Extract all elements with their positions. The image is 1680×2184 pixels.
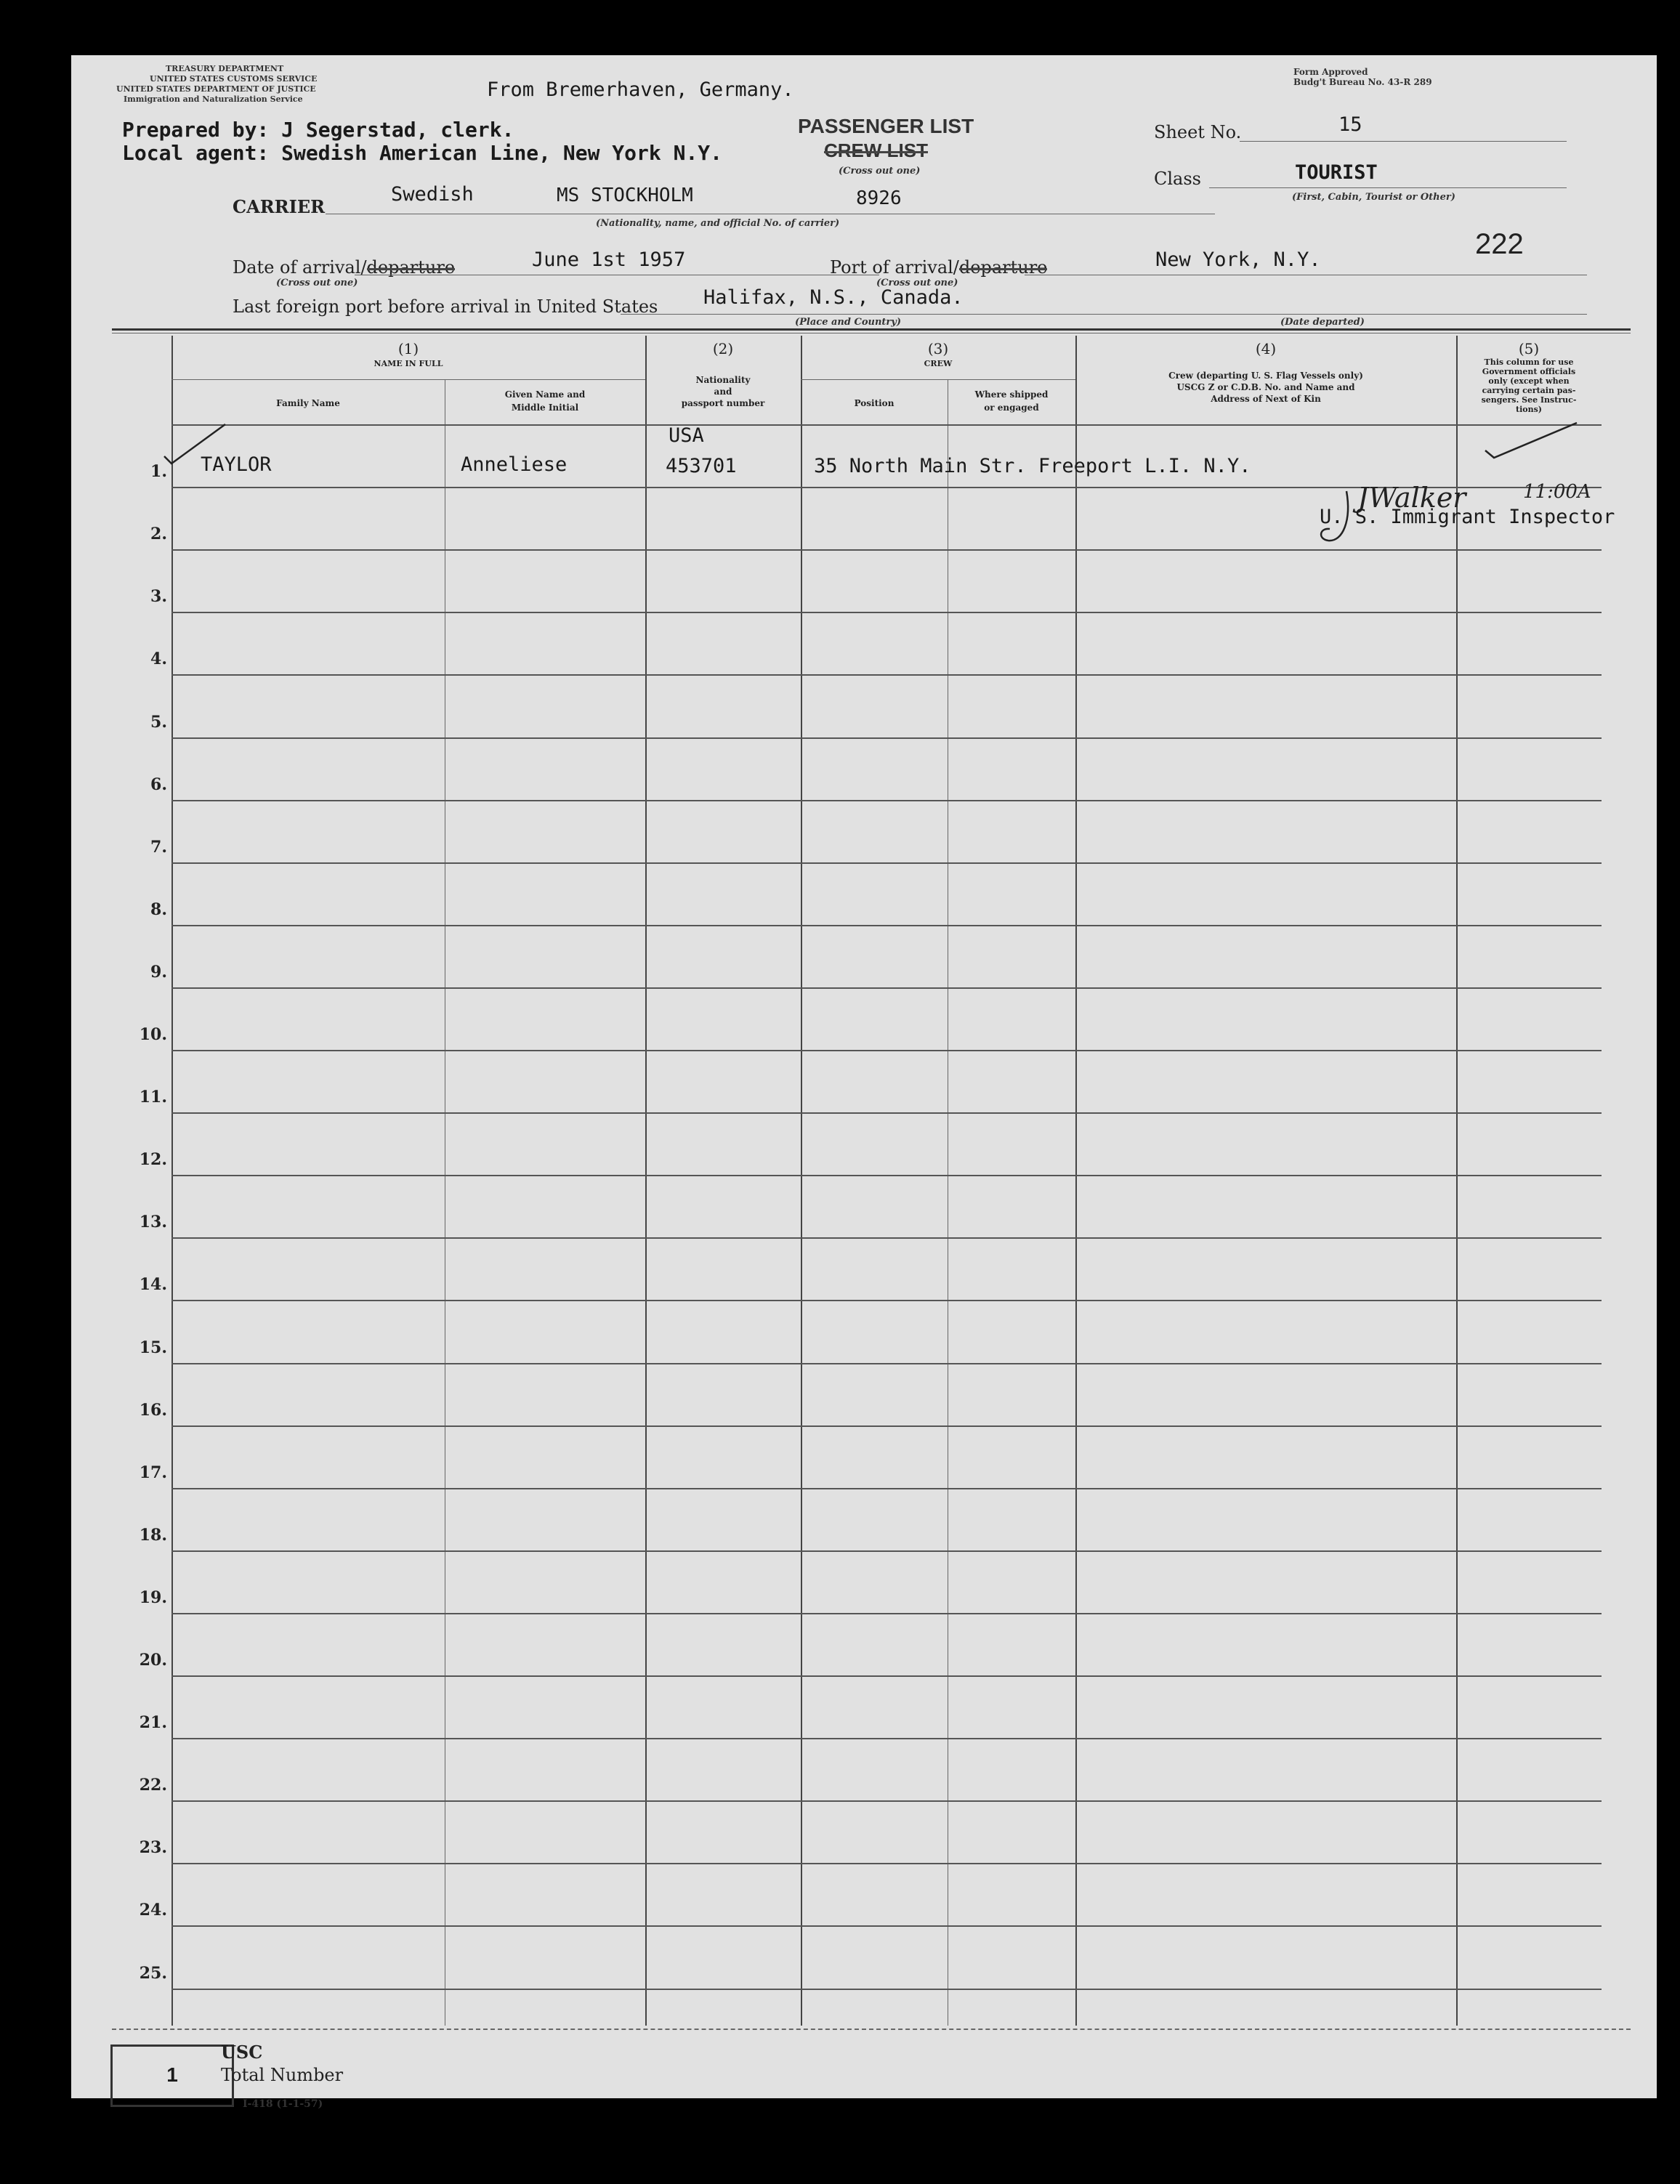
- class-value: TOURIST: [1295, 161, 1378, 184]
- form-approved-1: Form Approved: [1293, 67, 1368, 77]
- col5-header-6: tions): [1516, 405, 1542, 414]
- row-rule: [171, 1112, 1602, 1114]
- date-of-arrival-label: Date of arrival/departure: [233, 257, 456, 278]
- row-number: 3.: [150, 587, 167, 606]
- local-agent: Local agent: Swedish American Line, New York N.Y.: [122, 141, 723, 165]
- col3-title: CREW: [924, 359, 953, 368]
- col3-number: (3): [927, 340, 949, 357]
- row-rule: [171, 674, 1602, 676]
- row-rule: [171, 1925, 1602, 1927]
- col3a-header: Position: [854, 398, 894, 408]
- row-number: 5.: [150, 713, 167, 732]
- row-rule: [171, 737, 1602, 739]
- row-number: 22.: [139, 1776, 167, 1795]
- row-rule: [171, 1300, 1602, 1301]
- row-number: 7.: [150, 838, 167, 857]
- row-number: 21.: [139, 1713, 167, 1732]
- col2-header-1: Nationality: [695, 375, 751, 385]
- row-rule: [171, 1613, 1602, 1614]
- inspector-title: U. S. Immigrant Inspector: [1320, 506, 1615, 528]
- entry-passport: 453701: [666, 455, 737, 477]
- carrier-label: CARRIER: [233, 196, 326, 217]
- row-number: 11.: [139, 1088, 167, 1107]
- row-rule: [171, 1800, 1602, 1802]
- row-number: 8.: [150, 900, 167, 919]
- row-rule: [171, 862, 1602, 864]
- form-number: I-418 (1-1-57): [243, 2098, 323, 2110]
- col5-header-1: This column for use: [1484, 357, 1574, 367]
- row-number: 4.: [150, 650, 167, 668]
- agency-line-4: Immigration and Naturalization Service: [124, 94, 303, 104]
- class-hint: (First, Cabin, Tourist or Other): [1292, 192, 1455, 203]
- row-rule: [171, 1550, 1602, 1552]
- arrival-port: New York, N.Y.: [1155, 248, 1321, 271]
- agency-line-1: TREASURY DEPARTMENT: [166, 64, 284, 73]
- row-number: 25.: [139, 1964, 167, 1983]
- usc-label: USC: [221, 2042, 263, 2063]
- col5-number: (5): [1518, 340, 1540, 357]
- place-hint: (Place and Country): [795, 317, 901, 328]
- col2-header-2: and: [714, 387, 732, 397]
- row-rule: [171, 1863, 1602, 1864]
- row-number: 1.: [150, 462, 167, 481]
- row-number: 18.: [139, 1526, 167, 1545]
- time-note: 11:00A: [1523, 481, 1591, 503]
- last-port-label: Last foreign port before arrival in United States: [233, 296, 658, 317]
- entry-nationality: USA: [669, 424, 704, 447]
- last-port-value: Halifax, N.S., Canada.: [703, 286, 964, 309]
- total-number-label: Total Number: [221, 2065, 344, 2085]
- carrier-nationality: Swedish: [391, 183, 474, 206]
- arrival-date: June 1st 1957: [532, 248, 686, 271]
- entry-given-name: Anneliese: [461, 453, 568, 476]
- date-cross-out: (Cross out one): [276, 278, 358, 288]
- row-rule: [171, 1675, 1602, 1677]
- row-rule: [171, 925, 1602, 926]
- col4-header-2: USCG Z or C.D.B. No. and Name and: [1176, 382, 1355, 392]
- carrier-name: MS STOCKHOLM: [557, 185, 693, 206]
- col5-header-3: only (except when: [1488, 376, 1570, 386]
- row-number: 12.: [139, 1150, 167, 1169]
- row-number: 16.: [139, 1401, 167, 1420]
- row-number: 14.: [139, 1275, 167, 1294]
- carrier-number: 8926: [856, 187, 902, 209]
- row-rule: [171, 1989, 1602, 1990]
- class-label: Class: [1154, 169, 1201, 189]
- port-of-arrival-label: Port of arrival/departure: [830, 257, 1048, 278]
- col1a-header: Family Name: [276, 398, 340, 408]
- col1-title: NAME IN FULL: [373, 359, 443, 368]
- row-number: 24.: [139, 1901, 167, 1920]
- col5-header-4: carrying certain pas-: [1482, 386, 1576, 395]
- cross-out-one: (Cross out one): [839, 166, 921, 177]
- col5-header-2: Government officials: [1482, 367, 1576, 376]
- row-rule: [171, 1363, 1602, 1364]
- date-departed-hint: (Date departed): [1280, 317, 1365, 328]
- port-cross-out: (Cross out one): [876, 278, 958, 288]
- agency-line-2: UNITED STATES CUSTOMS SERVICE: [150, 74, 318, 84]
- total-number-box: 1: [110, 2045, 234, 2107]
- row-number: 15.: [139, 1338, 167, 1357]
- row-number: 9.: [150, 963, 167, 982]
- row-rule: [171, 1425, 1602, 1427]
- col2-number: (2): [712, 340, 734, 357]
- agency-line-3: UNITED STATES DEPARTMENT OF JUSTICE: [116, 84, 316, 94]
- col4-number: (4): [1255, 340, 1277, 357]
- row-rule: [171, 1050, 1602, 1051]
- entry-next-of-kin-address: 35 North Main Str. Freeport L.I. N.Y.: [814, 455, 1251, 477]
- row-number: 19.: [139, 1588, 167, 1607]
- col1b-header-1: Given Name and: [504, 389, 586, 400]
- row-rule: [171, 1175, 1602, 1176]
- list-title-struck: CREW LIST: [824, 139, 928, 161]
- list-title: PASSENGER LIST: [798, 115, 974, 137]
- col3b-header-2: or engaged: [984, 403, 1039, 413]
- row-rule: [171, 987, 1602, 989]
- col4-header-3: Address of Next of Kin: [1211, 394, 1321, 404]
- row-rule: [171, 612, 1602, 613]
- col1b-header-2: Middle Initial: [511, 403, 579, 413]
- row-number: 6.: [150, 775, 167, 794]
- row-rule: [171, 1738, 1602, 1739]
- row-number: 23.: [139, 1838, 167, 1857]
- row-rule: [171, 1488, 1602, 1489]
- page-number: 222: [1475, 228, 1524, 260]
- col5-header-5: sengers. See Instruc-: [1481, 395, 1577, 405]
- prepared-by: Prepared by: J Segerstad, clerk.: [122, 118, 514, 142]
- row-number: 10.: [139, 1025, 167, 1044]
- row-number: 20.: [139, 1651, 167, 1670]
- row-number: 17.: [139, 1463, 167, 1482]
- row-number: 2.: [150, 525, 167, 543]
- col3b-header-1: Where shipped: [974, 389, 1049, 400]
- checkmark-col5-icon: [1481, 418, 1583, 462]
- row-rule: [171, 1237, 1602, 1239]
- row-rule: [171, 800, 1602, 801]
- row-number: 13.: [139, 1213, 167, 1231]
- checkmark-row1-icon: [158, 418, 231, 469]
- col4-header-1: Crew (departing U. S. Flag Vessels only): [1168, 371, 1363, 381]
- sheet-label: Sheet No.: [1154, 122, 1242, 142]
- form-approved-2: Budg't Bureau No. 43-R 289: [1293, 77, 1432, 87]
- carrier-hint: (Nationality, name, and official No. of carrier): [596, 218, 840, 229]
- signature-text: JWalker: [1357, 482, 1466, 514]
- entry-family-name: TAYLOR: [201, 453, 272, 476]
- from-port: From Bremerhaven, Germany.: [487, 78, 794, 101]
- col2-header-3: passport number: [681, 398, 765, 408]
- sheet-value: 15: [1338, 113, 1362, 136]
- manifest-sheet: [71, 55, 1657, 2110]
- col1-number: (1): [397, 340, 419, 357]
